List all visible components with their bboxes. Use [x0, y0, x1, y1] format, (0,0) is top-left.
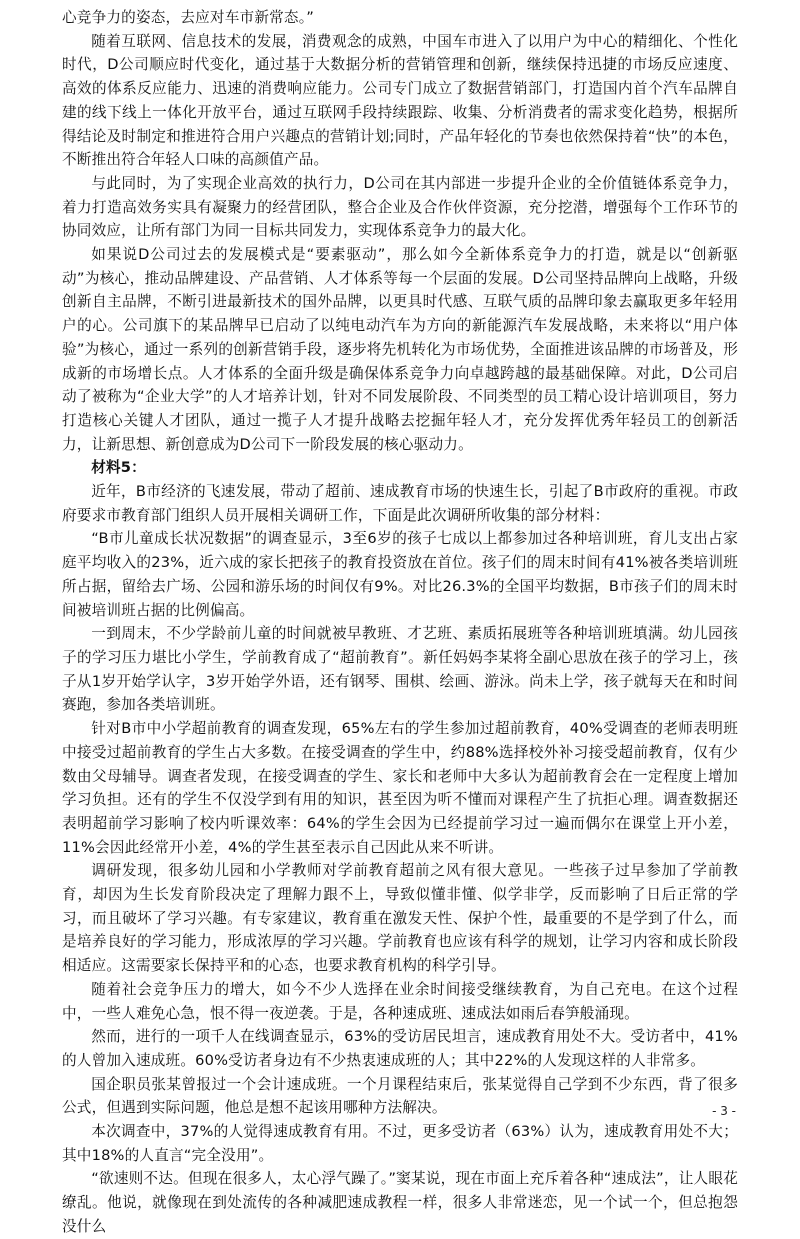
document-body — [62, 6, 738, 1239]
paragraph: 一到周末，不少学龄前儿童的时间就被早教班、才艺班、素质拓展班等各种培训班填满。幼儿园孩子的学习压力堪比小学生，学前教育成了“超前教育”。新任妈妈李某将全副心思放在孩子的学习上，孩子从1岁开始学认字，3岁开始学外语，还有钢琴、围棋、绘画、游泳。尚未上学，孩子就每天在和时间赛跑，参加各类培训班。 — [62, 625, 738, 714]
paragraph: 针对B市中小学超前教育的调查发现，65%左右的学生参加过超前教育，40%受调查的老师表明班中接受过超前教育的学生占大多数。在接受调查的学生中，约88%选择校外补习接受超前教育，仅有少数由父母辅导。调查者发现，在接受调查的学生、家长和老师中大多认为超前教育会在一定程度上增加学习负担。还有的学生不仅没学到有用的知识，甚至因为听不懂而对课程产生了抗拒心理。调查数据还表明超前学习影响了校内听课效率：64%的学生会因为已经提前学习过一遍而偶尔在课堂上开小差，11%会因此经常开小差，4%的学生甚至表示自己因此从来不听讲。 — [62, 720, 738, 856]
paragraph: 随着社会竞争压力的增大，如今不少人选择在业余时间接受继续教育，为自己充电。在这个过程中，一些人难免心急，恨不得一夜逆袭。于是，各种速成班、速成法如雨后春笋般涌现。 — [62, 980, 738, 1022]
paragraph: “B市儿童成长状况数据”的调查显示，3至6岁的孩子七成以上都参加过各种培训班，育儿支出占家庭平均收入的23%，近六成的家长把孩子的教育投资放在首位。孩子们的周末时间有41%被各类培训班所占据，留给去广场、公园和游乐场的时间仅有9%。对比26.3%的全国平均数据，B市孩子们的周末时间被培训班占据的比例偏高。 — [62, 530, 738, 619]
paragraph: “欲速则不达。但现在很多人，太心浮气躁了。”窦某说，现在市面上充斥着各种“速成法”，让人眼花缭乱。他说，就像现在到处流传的各种减肥速成教程一样，很多人非常迷恋，见一个试一个，但总抱怨没什么 — [62, 1170, 738, 1235]
page-number: - 3 - — [712, 1104, 736, 1118]
paragraph: 本次调查中，37%的人觉得速成教育有用。不过，更多受访者（63%）认为，速成教育用处不大；其中18%的人直言“完全没用”。 — [62, 1123, 738, 1164]
paragraph: 与此同时，为了实现企业高效的执行力，D公司在其内部进一步提升企业的全价值链体系竞争力，着力打造高效务实具有凝聚力的经营团队，整合企业及合作伙伴资源，充分挖潜，增强每个工作环节的协同效应，让所有部门为同一目标共同发力，实现体系竞争力的最大化。 — [62, 174, 738, 240]
paragraph: 近年，B市经济的飞速发展，带动了超前、速成教育市场的快速生长，引起了B市政府的重视。市政府要求市教育部门组织人员开展相关调研工作，下面是此次调研所收集的部分材料： — [62, 483, 738, 524]
paragraph-continuation: 心竞争力的姿态，去应对车市新常态。” — [62, 9, 314, 26]
section-heading: 材料5： — [91, 459, 146, 477]
paragraph: 如果说D公司过去的发展模式是“要素驱动”，那么如今全新体系竞争力的打造，就是以“创新驱动”为核心，推动品牌建设、产品营销、人才体系等每一个层面的发展。D公司坚持品牌向上战略，升级创新自主品牌，不断引进最新技术的国外品牌，以更具时代感、互联气质的品牌印象去赢取更多年轻用户的心。公司旗下的某品牌早已启动了以纯电动汽车为方向的新能源汽车发展战略，未来将以“用户体验”为核心，通过一系列的创新营销手段，逐步将先机转化为市场优势，全面推进该品牌的市场普及，形成新的市场增长点。人才体系的全面升级是确保体系竞争力向卓越跨越的最基础保障。对此，D公司启动了被称为“企业大学”的人才培养计划，针对不同发展阶段、不同类型的员工精心设计培训项目，努力打造核心关键人才团队，通过一揽子人才提升战略去挖掘年轻人才，充分发挥优秀年轻员工的创新活力，让新思想、新创意成为D公司下一阶段发展的核心驱动力。 — [62, 246, 738, 453]
paragraph: 国企职员张某曾报过一个会计速成班。一个月课程结束后，张某觉得自己学到不少东西，背了很多公式，但遇到实际问题，他总是想不起该用哪种方法解决。 — [62, 1075, 738, 1117]
paragraph: 随着互联网、信息技术的发展，消费观念的成熟，中国车市进入了以用户为中心的精细化、个性化时代，D公司顺应时代变化，通过基于大数据分析的营销管理和创新，继续保持迅捷的市场反应速度、高效的体系反应能力、迅速的消费响应能力。公司专门成立了数据营销部门，打造国内首个汽车品牌自建的线下线上一体化开放平台，通过互联网手段持续跟踪、收集、分析消费者的需求变化趋势，根据所得结论及时制定和推进符合用户兴趣点的营销计划;同时，产品年轻化的节奏也依然保持着“快”的本色，不断推出符合年轻人口味的高颜值产品。 — [62, 32, 738, 169]
paragraph: 然而，进行的一项千人在线调查显示，63%的受访居民坦言，速成教育用处不大。受访者中，41%的人曾加入速成班。60%受访者身边有不少热衷速成班的人；其中22%的人发现这样的人非常多。 — [62, 1028, 738, 1069]
paragraph: 调研发现，很多幼儿园和小学教师对学前教育超前之风有很大意见。一些孩子过早参加了学前教育，却因为生长发育阶段决定了理解力跟不上，导致似懂非懂、似学非学，反而影响了日后正常的学习，而且破坏了学习兴趣。有专家建议，教育重在激发天性、保护个性，最重要的不是学到了什么，而是培养良好的学习能力，形成浓厚的学习兴趣。学前教育也应该有科学的规划，让学习内容和成长阶段相适应。这需要家长保持平和的心态，也要求教育机构的科学引导。 — [62, 862, 738, 975]
